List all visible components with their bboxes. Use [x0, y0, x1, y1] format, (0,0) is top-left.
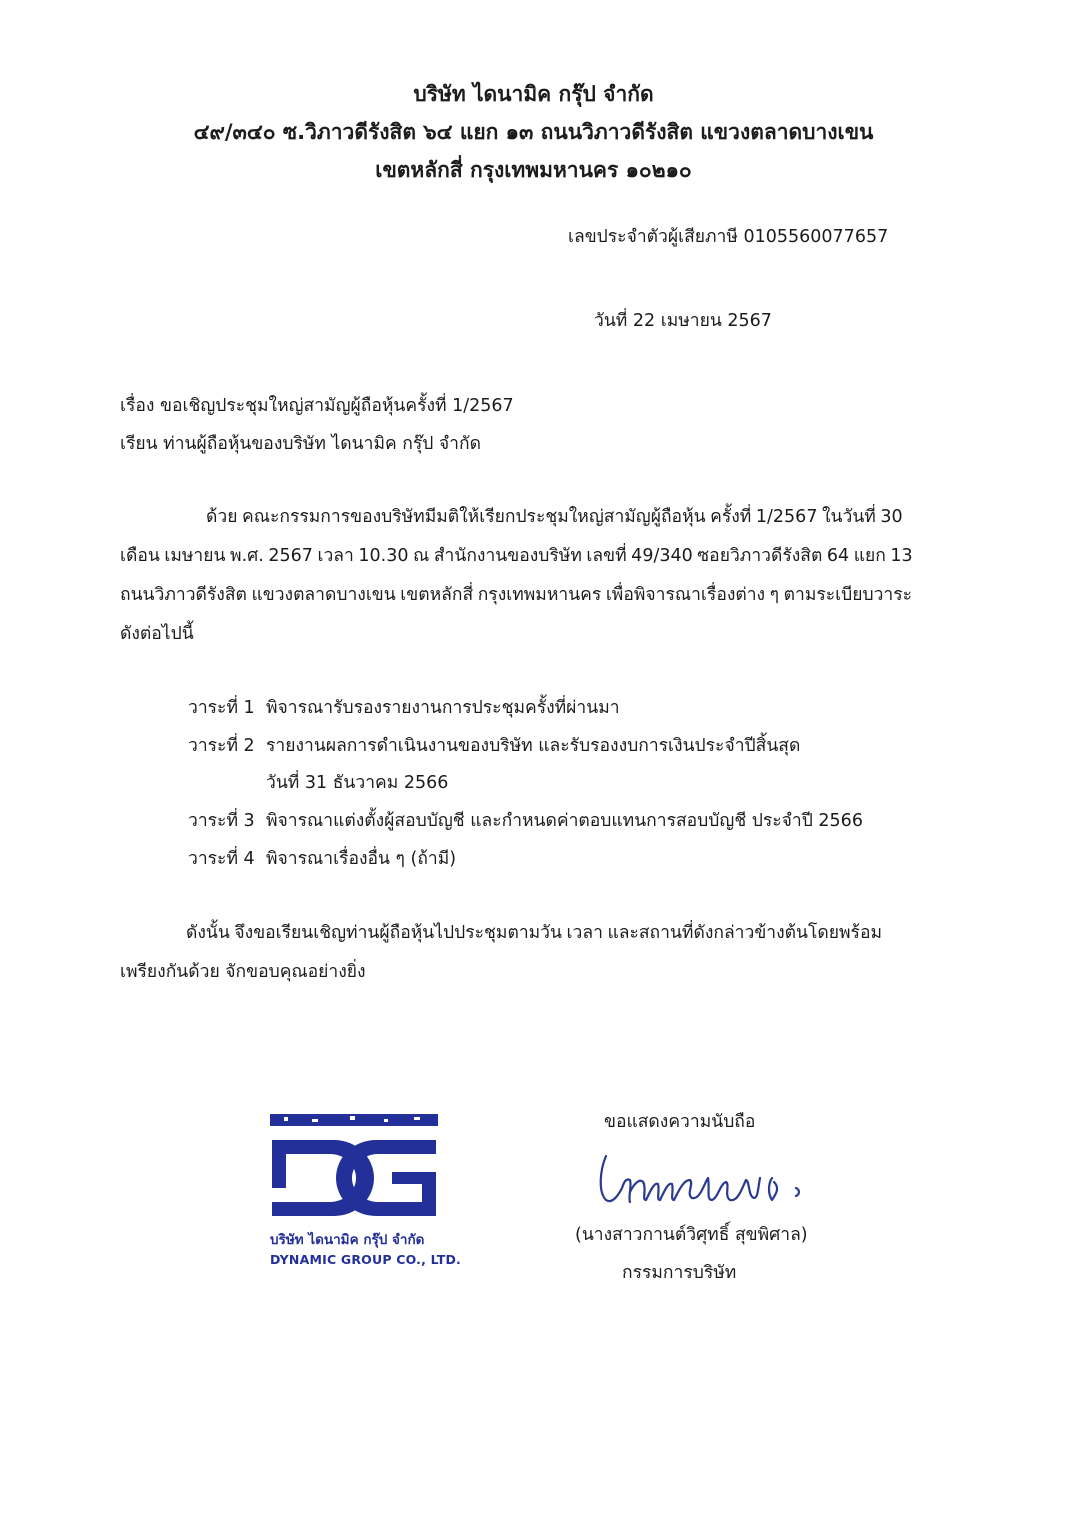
signatory-title: กรรมการบริษัท — [622, 1263, 737, 1283]
signature-mark — [596, 1148, 826, 1212]
company-address-line1: ๔๙/๓๔๐ ซ.วิภาวดีรังสิต ๖๔ แยก ๑๓ ถนนวิภาวดีรังสิต แขวงตลาดบางเขน — [193, 120, 874, 144]
company-address-line2: เขตหลักสี่ กรุงเทพมหานคร ๑๐๒๑๐ — [375, 158, 692, 182]
logo-thai-name: บริษัท ไดนามิค กรุ๊ป จำกัด — [270, 1232, 425, 1248]
signatory-name: (นางสาวกานต์วิศุทธิ์ สุขพิศาล) — [575, 1225, 808, 1245]
logo-english-name: DYNAMIC GROUP CO., LTD. — [270, 1252, 461, 1267]
body-line: ด้วย คณะกรรมการของบริษัทมีมติให้เรียกประชุมใหญ่สามัญผู้ถือหุ้น ครั้งที่ 1/2567 ในวันที่ 30 — [206, 507, 903, 527]
dg-logo-mark — [264, 1110, 444, 1220]
company-name: บริษัท ไดนามิค กรุ๊ป จำกัด — [413, 82, 654, 106]
agenda-number: วาระที่ 4 — [188, 849, 255, 869]
agenda-text-continued: วันที่ 31 ธันวาคม 2566 — [266, 773, 449, 793]
recipient-line: เรียน ท่านผู้ถือหุ้นของบริษัท ไดนามิค กรุ๊ป จำกัด — [120, 434, 481, 454]
body-line: ดังต่อไปนี้ — [120, 624, 194, 644]
agenda-text: รายงานผลการดำเนินงานของบริษัท และรับรองงบการเงินประจำปีสิ้นสุด — [266, 736, 801, 756]
letter-date: วันที่ 22 เมษายน 2567 — [594, 311, 772, 331]
company-logo — [264, 1110, 444, 1224]
agenda-text: พิจารณารับรองรายงานการประชุมครั้งที่ผ่านมา — [266, 698, 620, 718]
tax-id: เลขประจำตัวผู้เสียภาษี 0105560077657 — [568, 227, 889, 247]
body-line: เดือน เมษายน พ.ศ. 2567 เวลา 10.30 ณ สำนักงานของบริษัท เลขที่ 49/340 ซอยวิภาวดีรังสิต 64 แยก 13 — [120, 546, 913, 566]
closing-line: เพรียงกันด้วย จักขอบคุณอย่างยิ่ง — [120, 962, 366, 982]
agenda-number: วาระที่ 2 — [188, 736, 255, 756]
handwritten-signature — [596, 1148, 826, 1216]
agenda-number: วาระที่ 1 — [188, 698, 255, 718]
subject-line: เรื่อง ขอเชิญประชุมใหญ่สามัญผู้ถือหุ้นครั้งที่ 1/2567 — [120, 396, 514, 416]
agenda-number: วาระที่ 3 — [188, 811, 255, 831]
agenda-text: พิจารณาเรื่องอื่น ๆ (ถ้ามี) — [266, 849, 457, 869]
closing-regards: ขอแสดงความนับถือ — [604, 1112, 756, 1132]
logo-letter-g — [336, 1140, 436, 1216]
agenda-text: พิจารณาแต่งตั้งผู้สอบบัญชี และกำหนดค่าตอบแทนการสอบบัญชี ประจำปี 2566 — [266, 811, 863, 831]
closing-line: ดังนั้น จึงขอเรียนเชิญท่านผู้ถือหุ้นไปประชุมตามวัน เวลา และสถานที่ดังกล่าวข้างต้นโดยพร้อม — [186, 923, 883, 943]
body-line: ถนนวิภาวดีรังสิต แขวงตลาดบางเขน เขตหลักสี่ กรุงเทพมหานคร เพื่อพิจารณาเรื่องต่าง ๆ ตามระเบียบวาระ — [120, 585, 913, 605]
